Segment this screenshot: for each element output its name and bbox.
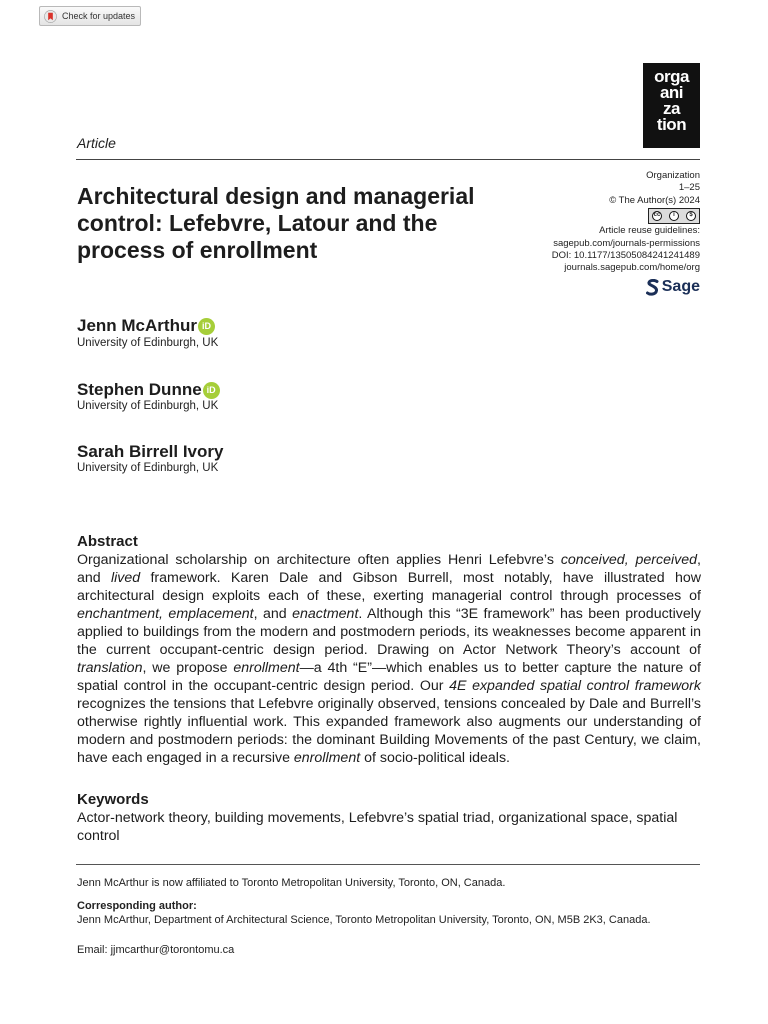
abstract-text: , and	[253, 606, 293, 622]
abstract-emphasis: enrollment	[293, 750, 361, 766]
logo-line: za	[663, 99, 680, 118]
article-type-label: Article	[77, 135, 116, 151]
cc-by-nc-icon[interactable]: cc i $	[648, 208, 700, 224]
abstract-text: , we propose	[142, 660, 234, 676]
publication-meta	[460, 170, 700, 296]
reuse-link[interactable]: sagepub.com/journals-permissions	[553, 237, 700, 249]
keywords-heading: Keywords	[77, 791, 149, 808]
author-affiliation: University of Edinburgh, UK	[77, 400, 219, 412]
corresponding-address: Jenn McArthur, Department of Architectural Science, Toronto Metropolitan University, Toronto, ON, M5B 2K3, Canada.	[77, 914, 651, 926]
abstract-emphasis: 4E expanded spatial control framework	[449, 678, 702, 694]
abstract-text: recognizes the tensions that Lefebvre originally observed, tensions concealed by Dale and Burrell’s otherwise rightly influential work. This expanded framework also augments our understanding of modern and postmodern periods: the dominant Building Movements of the past Century, we claim, have each engaged in a recursive	[77, 696, 701, 766]
journal-name: Organization	[646, 170, 700, 181]
abstract-text: Organizational scholarship on architecture often applies Henri Lefebvre’s	[77, 552, 561, 568]
copyright: © The Author(s) 2024	[609, 194, 700, 206]
author-name-text: Stephen Dunne	[77, 380, 202, 399]
publisher-name: Sage	[661, 278, 700, 296]
abstract-text: . Although this “3E framework” has been productively applied to buildings from the modern and postmodern periods, its weaknesses become apparent in the current occupant-centric design period. Drawing on Actor Network Theory’s account of	[77, 606, 701, 658]
footnote-divider	[76, 864, 700, 865]
logo-line: orga	[654, 67, 689, 86]
publisher-logo	[460, 279, 700, 296]
check-for-updates-button[interactable]	[39, 6, 141, 26]
header-divider	[76, 159, 700, 160]
keywords-list: Actor-network theory, building movements, Lefebvre’s spatial triad, organizational space, spatial control	[77, 810, 678, 844]
logo-line: ani	[659, 83, 684, 102]
author-affiliation: University of Edinburgh, UK	[77, 462, 219, 474]
corresponding-heading: Corresponding author:	[77, 900, 197, 912]
logo-line: tion	[656, 115, 687, 134]
article-title: Architectural design and managerial control: Lefebvre, Latour and the process of enrollment	[77, 183, 475, 263]
abstract-text: framework. Karen Dale and Gibson Burrell, most notably, have illustrated how architectural design exploits each of these, exerting managerial control through processes of	[77, 570, 701, 604]
abstract-emphasis: conceived, perceived	[560, 552, 698, 568]
abstract-emphasis: enactment	[292, 606, 359, 622]
journal-link[interactable]: journals.sagepub.com/home/org	[564, 262, 700, 274]
author-name-text: Sarah Birrell Ivory	[77, 442, 224, 461]
doi[interactable]: DOI: 10.1177/13505084241241489	[551, 250, 700, 262]
author-affiliation: University of Edinburgh, UK	[77, 337, 219, 349]
journal-logo	[643, 63, 700, 148]
sage-s-icon	[646, 279, 659, 296]
check-for-updates-label: Check for updates	[62, 11, 136, 21]
author-name	[77, 442, 223, 462]
abstract-heading: Abstract	[77, 533, 138, 550]
orcid-icon[interactable]: iD	[203, 382, 220, 399]
abstract-text: of socio-political ideals.	[360, 750, 510, 766]
abstract-body	[77, 551, 701, 767]
page-range: 1–25	[678, 182, 700, 194]
affiliation-note: Jenn McArthur is now affiliated to Toronto Metropolitan University, Toronto, ON, Canada.	[77, 877, 506, 889]
corresponding-email[interactable]: Email: jjmcarthur@torontomu.ca	[77, 944, 235, 956]
abstract-emphasis: enchantment, emplacement	[77, 606, 254, 622]
author-name-text: Jenn McArthur	[77, 316, 197, 335]
abstract-text: , and	[77, 552, 701, 586]
bookmark-icon	[44, 10, 57, 23]
author-name	[77, 380, 220, 400]
abstract-emphasis: enrollment	[233, 660, 300, 676]
abstract-emphasis: lived	[110, 570, 141, 586]
abstract-text: —a 4th “E”—which enables us to better capture the nature of spatial control in the occupant-centric design period. Our	[77, 660, 701, 694]
abstract-emphasis: translation	[77, 660, 143, 676]
reuse-label: Article reuse guidelines:	[599, 225, 700, 237]
orcid-icon[interactable]: iD	[198, 318, 215, 335]
author-name	[77, 316, 215, 336]
